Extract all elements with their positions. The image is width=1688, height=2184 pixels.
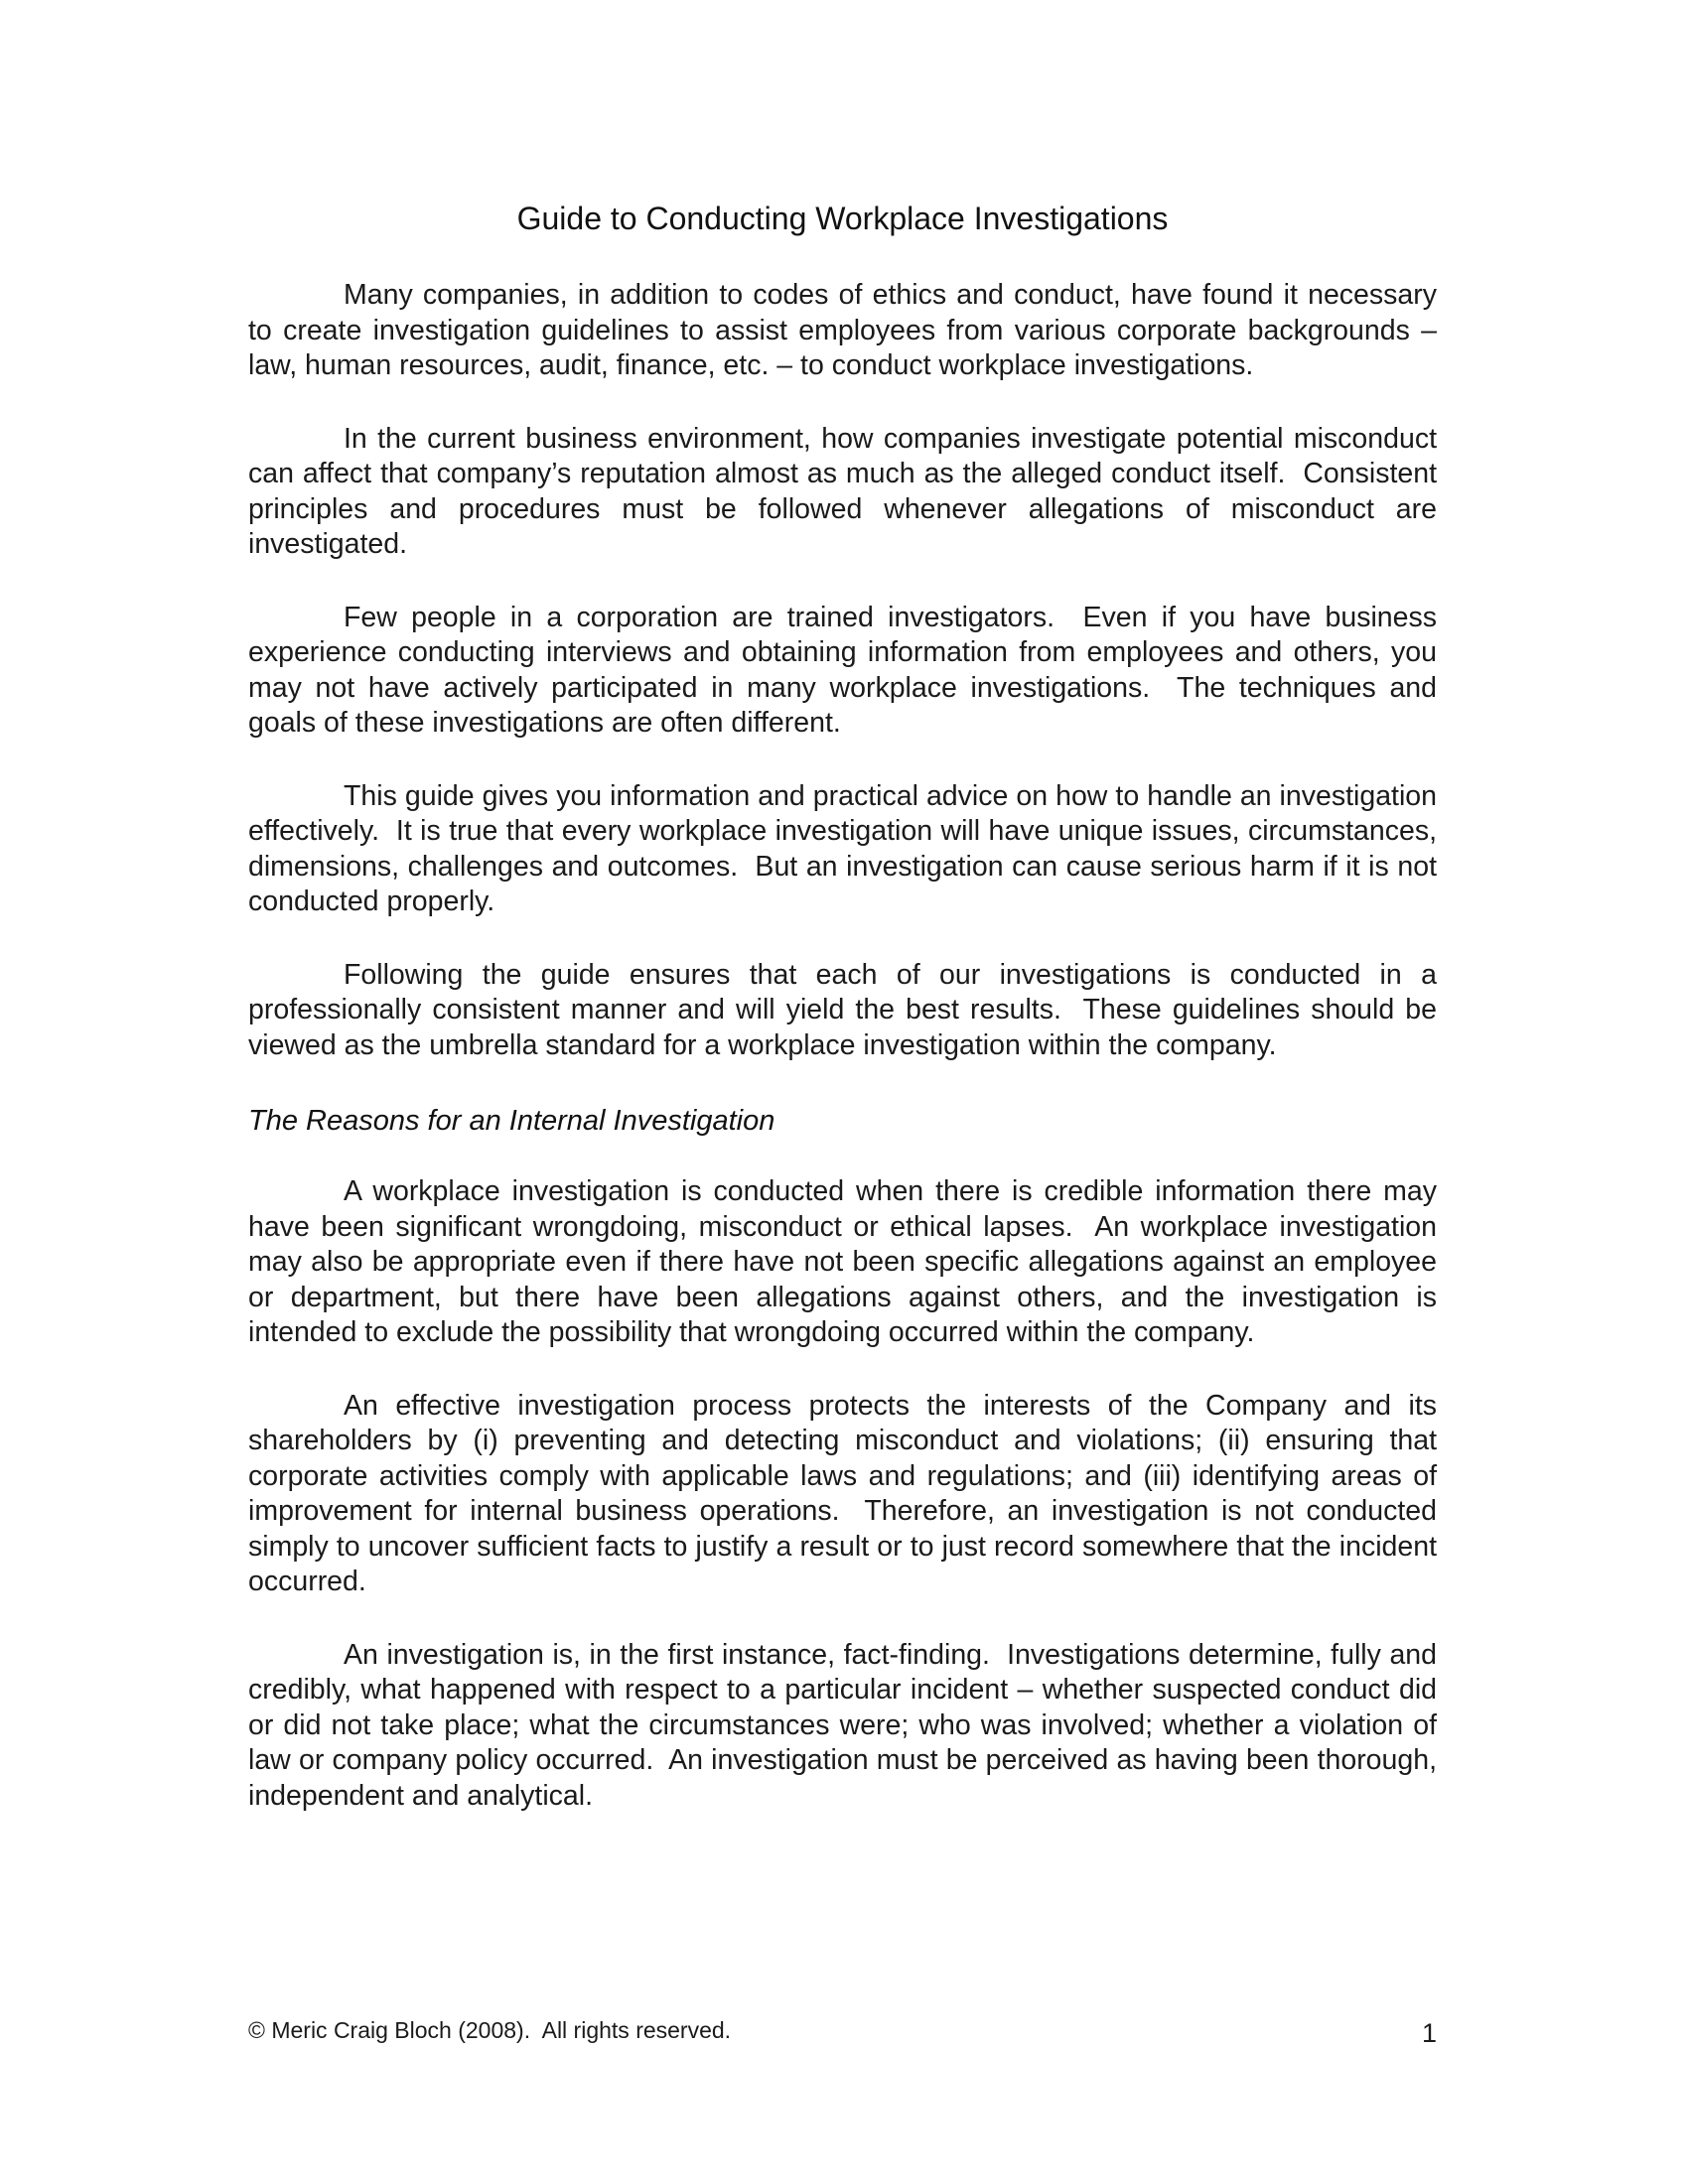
paragraph: Following the guide ensures that each of our investigations is conducted in a professionally consistent manner and will yield the best results. These guidelines should be viewed as the umbrella standard for a workplace investigation within the company.: [248, 958, 1437, 1061]
document-title: Guide to Conducting Workplace Investigations: [516, 201, 1169, 236]
paragraph: Many companies, in addition to codes of ethics and conduct, have found it necessary to create investigation guidelines to assist employees from various corporate backgrounds – law, human resources, audit, finance, etc. – to conduct workplace investigations.: [248, 279, 1437, 381]
section-heading: The Reasons for an Internal Investigation: [248, 1105, 775, 1137]
paragraph: This guide gives you information and practical advice on how to handle an investigation effectively. It is true that every workplace investigation will have unique issues, circumstances, dimensions, challenges and outcomes. But an investigation can cause serious harm if it is not conducted properly.: [248, 779, 1437, 917]
page-footer: [248, 2011, 1437, 2051]
paragraph: In the current business environment, how companies investigate potential misconduct can affect that company’s reputation almost as much as the alleged conduct itself. Consistent principles and procedures must be followed whenever allegations of misconduct are investigated.: [248, 422, 1437, 560]
paragraph: A workplace investigation is conducted when there is credible information there may have been significant wrongdoing, misconduct or ethical lapses. An workplace investigation may also be appropriate even if there have not been specific allegations against an employee or department, but there have been allegations against others, and the investigation is intended to exclude the possibility that wrongdoing occurred within the company.: [248, 1175, 1437, 1348]
paragraph: Few people in a corporation are trained investigators. Even if you have business experience conducting interviews and obtaining information from employees and others, you may not have actively participated in many workplace investigations. The techniques and goals of these investigations are often different.: [248, 601, 1437, 739]
page-content: [248, 197, 1437, 1851]
paragraph: An effective investigation process protects the interests of the Company and its shareholders by (i) preventing and detecting misconduct and violations; (ii) ensuring that corporate activities comply with applicable laws and regulations; and (iii) identifying areas of improvement for internal business operations. Therefore, an investigation is not conducted simply to uncover sufficient facts to justify a result or to just record somewhere that the incident occurred.: [248, 1389, 1437, 1597]
page-number: 1: [1421, 2018, 1437, 2048]
copyright-notice: © Meric Craig Bloch (2008). All rights reserved.: [248, 2017, 732, 2043]
paragraph: An investigation is, in the first instance, fact-finding. Investigations determine, fully and credibly, what happened with respect to a particular incident – whether suspected conduct did or did not take place; what the circumstances were; who was involved; whether a violation of law or company policy occurred. An investigation must be perceived as having been thorough, independent and analytical.: [248, 1638, 1437, 1812]
